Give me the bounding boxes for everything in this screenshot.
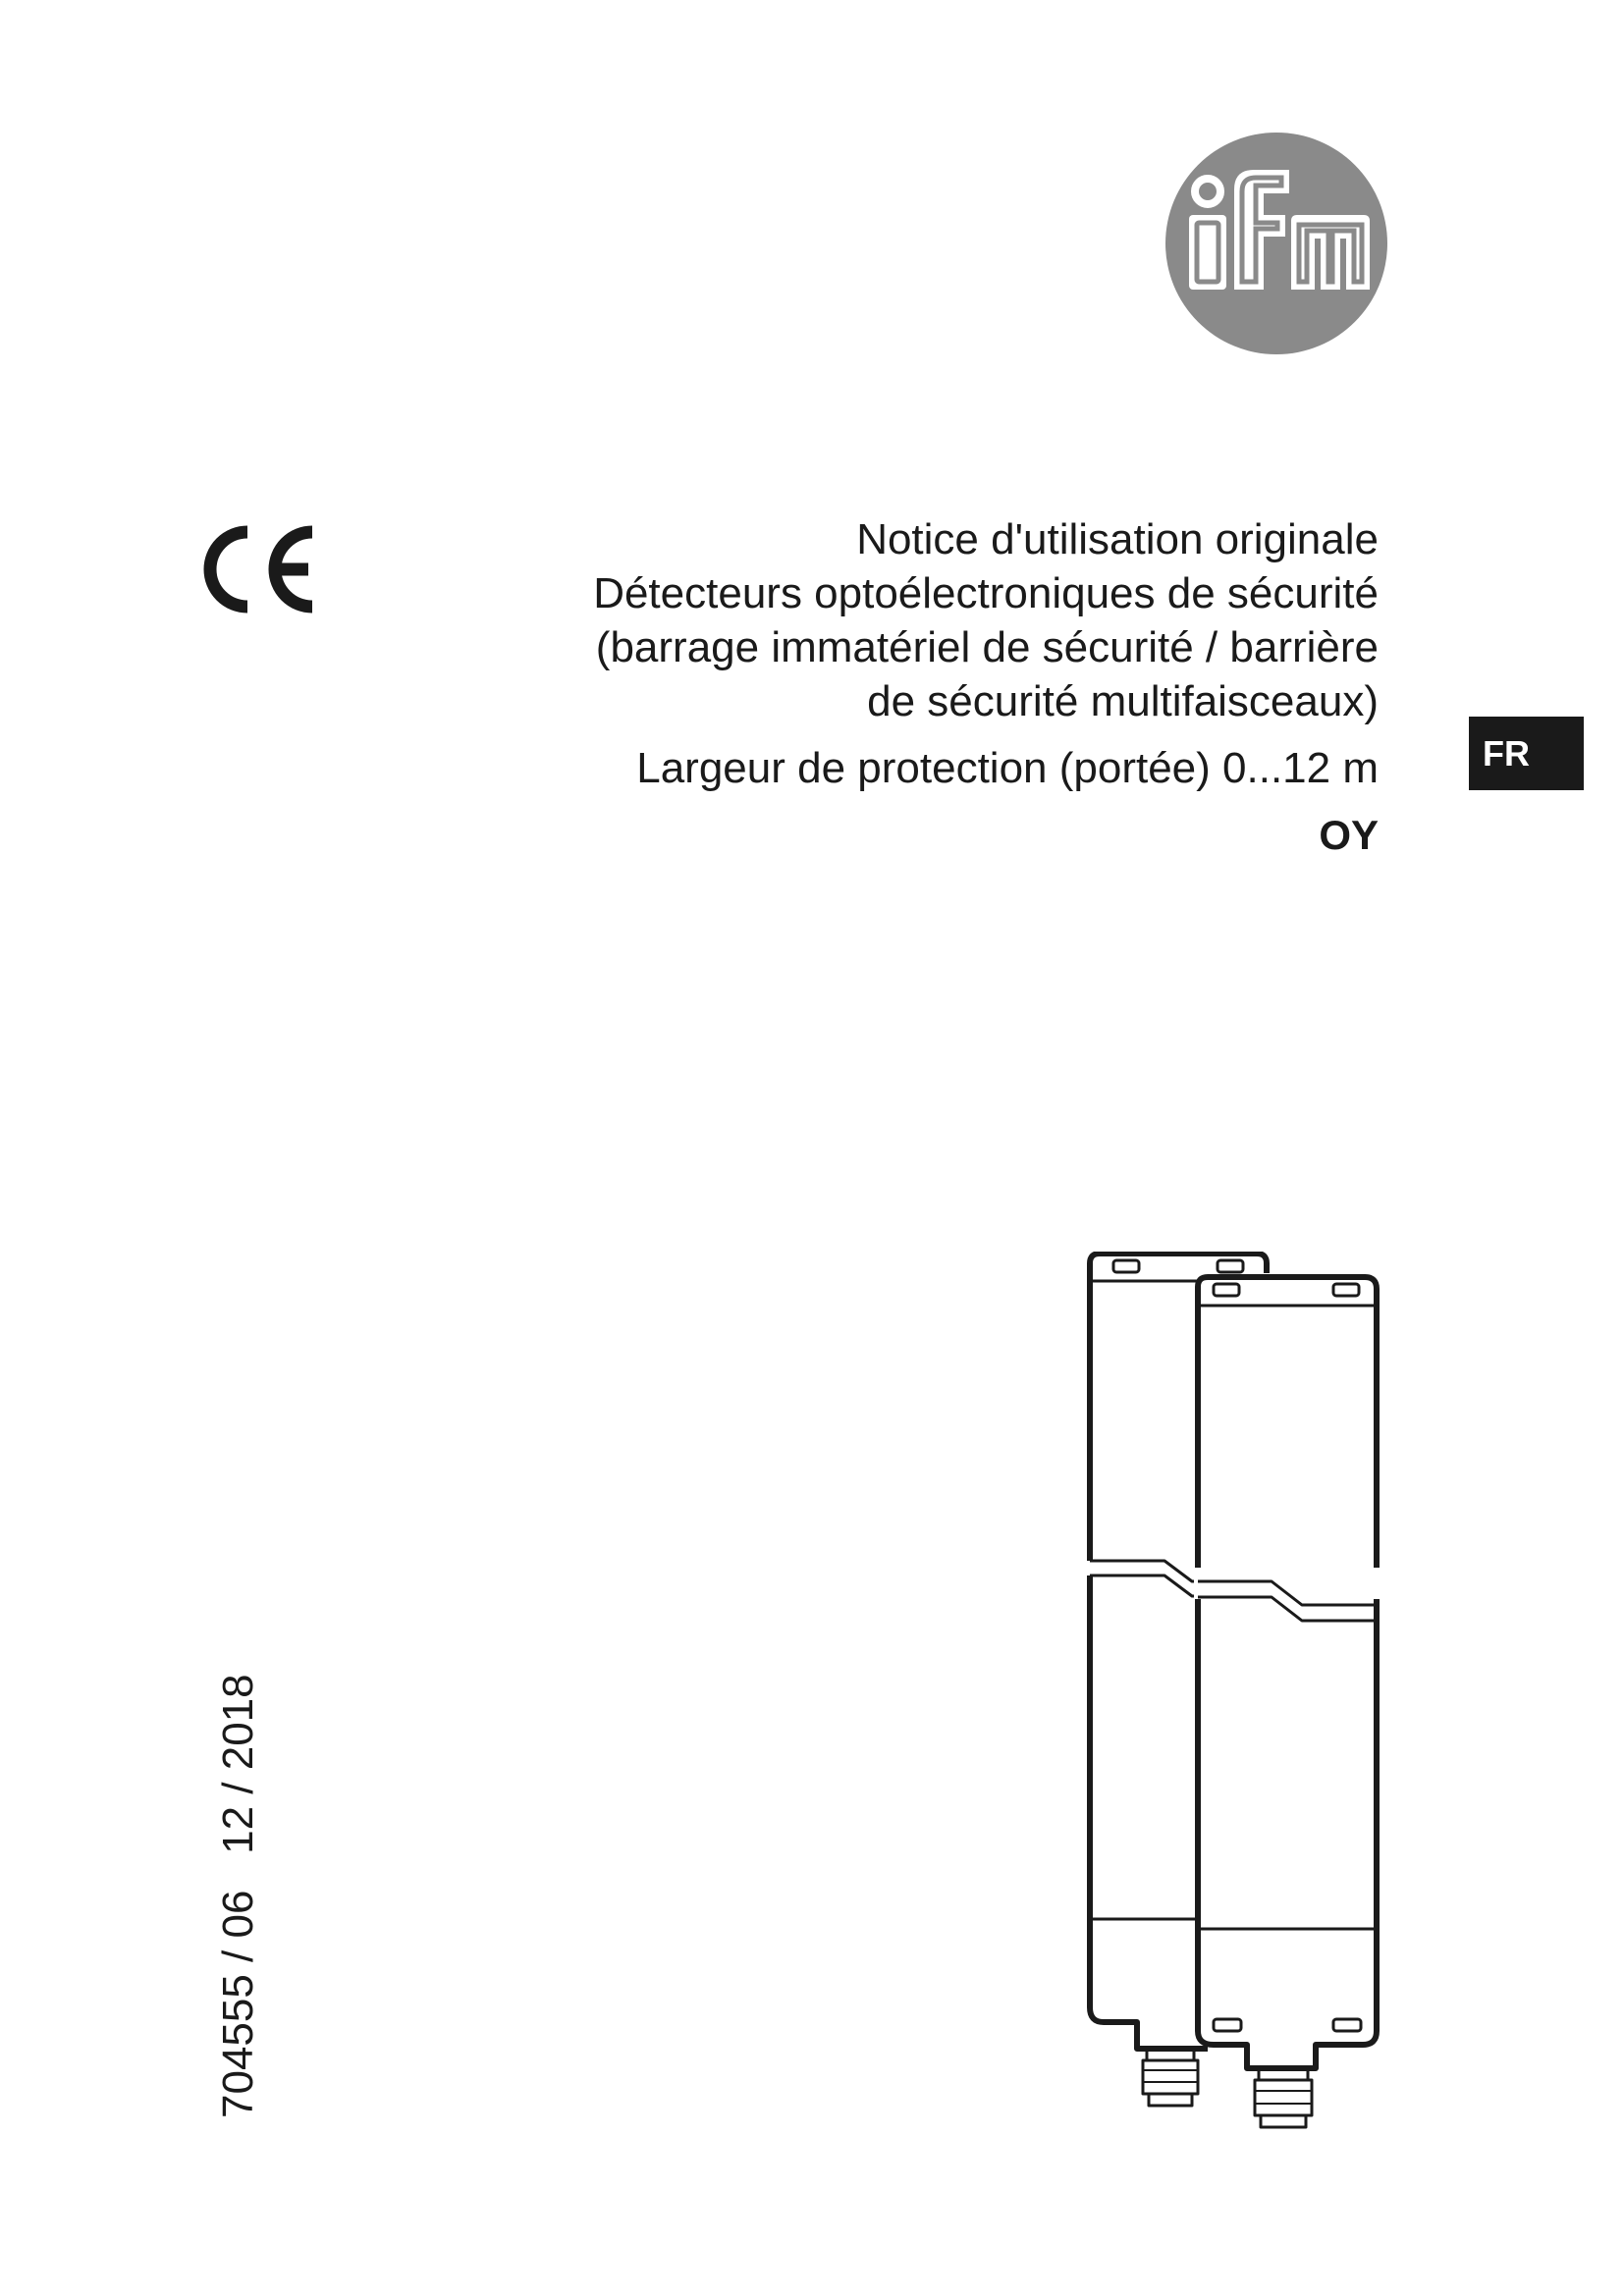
ce-mark-icon [192, 522, 320, 616]
model-code: OY [1319, 812, 1379, 858]
title-line-3: (barrage immatériel de sécurité / barrière [595, 623, 1379, 671]
safety-light-curtain-pair-icon [1070, 1252, 1394, 2135]
language-tab: FR [1469, 717, 1584, 790]
ifm-logo [1164, 131, 1389, 356]
title-line-4: de sécurité multifaisceaux) [867, 677, 1379, 725]
protection-range: Largeur de protection (portée) 0...12 m [636, 744, 1379, 792]
title-line-2: Détecteurs optoélectroniques de sécurité [593, 569, 1379, 617]
title-block [397, 512, 1379, 862]
document-reference: 704555 / 06 12 / 2018 [214, 1674, 262, 2118]
title-line-1: Notice d'utilisation originale [856, 515, 1379, 563]
